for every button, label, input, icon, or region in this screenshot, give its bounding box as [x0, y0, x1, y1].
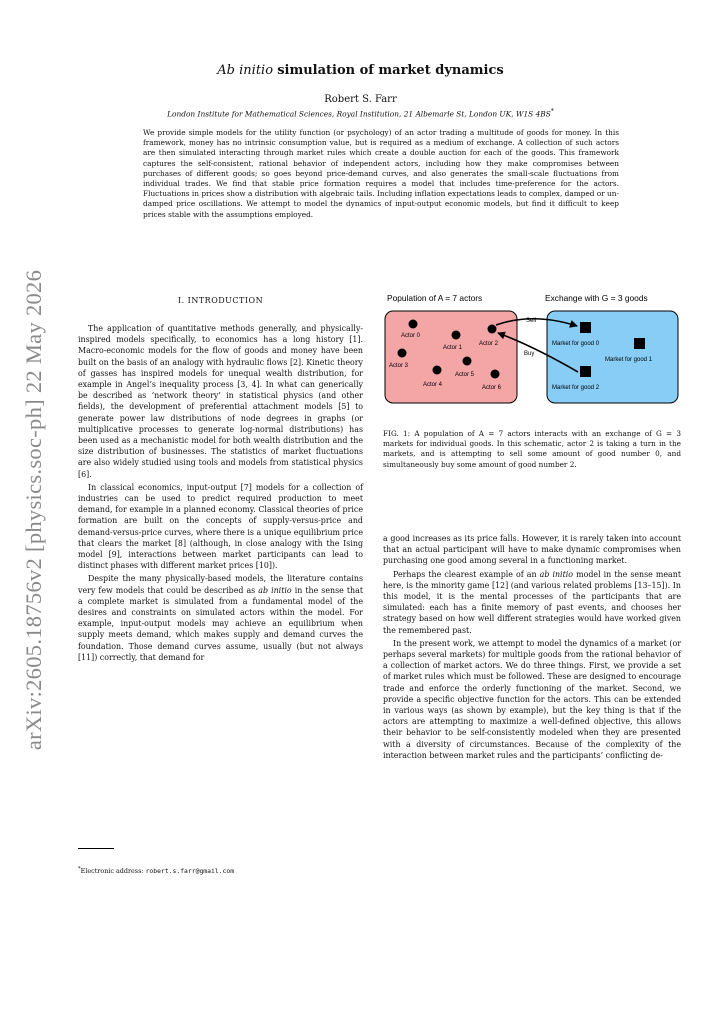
- market-square: [580, 366, 591, 377]
- actor-label: Actor 0: [401, 333, 421, 339]
- title-bold: simulation of market dynamics: [277, 63, 504, 78]
- paragraph: a good increases as its price falls. However, it is rarely taken into account that an actual participant will have to make dynamic compromises when purchasing one good among several in a functioning market.: [383, 534, 681, 566]
- figure-caption: FIG. 1: A population of A = 7 actors interacts with an exchange of G = 3 markets for individual goods. In this schematic, actor 2 is taking a turn in the markets, and is attempting to sell some amount of good number 0, and simultaneously buy some amount of good number 2.: [383, 429, 681, 469]
- market-square: [580, 322, 591, 333]
- actor-label: Actor 6: [482, 385, 502, 391]
- paragraph: In the present work, we attempt to model the dynamics of a market (or perhaps several markets) for multiple goods from the rational behavior of a collection of market actors. We do three things. First, we provide a set of market rules which must be followed. These are designed to encourage trade and enforce the orderly functioning of the market. Second, we provide a specific objective function for the actors. This can be extended in various ways (as shown by example), but the key thing is that if the actors are attempting to maximize a well-defined objective, this allows their behavior to be self-consistently modeled when they are presented with a diversity of circumstances. Because of the complexity of the interaction between market rules and the participants’ conflicting de-: [383, 638, 681, 760]
- affiliation: [0, 108, 721, 118]
- sell-label: Sell: [526, 318, 537, 324]
- italic-term: ab initio: [539, 569, 574, 579]
- market-label: Market for good 2: [552, 385, 600, 391]
- actor-label: Actor 2: [479, 341, 499, 347]
- text-span: Despite the many physically-based models, the literature contains very few models that could be described as: [78, 574, 363, 595]
- actor-dot: [452, 331, 461, 340]
- market-label: Market for good 0: [552, 341, 600, 347]
- actor-dot: [463, 357, 472, 366]
- footnote-mark: *: [78, 866, 81, 872]
- actor-label: Actor 3: [389, 363, 409, 369]
- right-column: [383, 533, 681, 761]
- section-heading: I. INTRODUCTION: [177, 296, 264, 305]
- abstract: We provide simple models for the utility function (or psychology) of an actor trading a multitude of goods for money. In this framework, money has no intrinsic consumption value, but is required as a medium of exchange. A collection of such actors are then simulated interacting through market rules which create a double auction for each of the goods. This framework captures the self-consistent, rational behavior of independent actors, including how they make compromises between purchases of different goods; so goes beyond price-demand curves, and also generates the small-scale fluctuations from individual trades. We find that stable price formation requires a model that includes time-preference for the actors. Fluctuations in prices show a distribution with algebraic tails. Including inflation expectations leads to complex, damped or un-damped price oscillations. We attempt to model the dynamics of input-output economic models, but find it difficult to keep prices stable with the assumptions employed.: [143, 128, 619, 219]
- arxiv-identifier: [14, 250, 54, 770]
- italic-term: ab initio: [258, 585, 292, 595]
- text-span: Perhaps the clearest example of an: [393, 569, 537, 579]
- actor-label: Actor 4: [423, 382, 443, 388]
- actor-dot: [491, 370, 500, 379]
- paragraph: The application of quantitative methods generally, and physically-inspired models specifically, to economics has a long history [1]. Macro-economic models for the flow of goods and money have been built on the basis of an analogy with hydraulic flows [2]. Kinetic theory of gasses has inspired models for unequal wealth distribution, for example in Angel’s inequality process [3, 4]. In what can generically be described as ‘network theory’ in statistical physics (and other fields), the development of preferential attachment models [5] to generate power law distributions of node degrees in graphs (or multiplicative processes to generate log-normal distributions) has been used as a mechanistic model for both wealth distribution and the size distribution of businesses. The statistics of market fluctuations are also widely studied using tools and models from statistical physics [6].: [78, 324, 363, 479]
- actor-label: Actor 5: [455, 372, 475, 378]
- arxiv-id-text: arXiv:2605.18756v2 [physics.soc-ph] 22 May 2026: [21, 269, 46, 751]
- figure-1: [383, 288, 681, 410]
- paragraph: [383, 569, 681, 636]
- footnote-label: Electronic address:: [80, 867, 144, 876]
- actor-dot: [433, 366, 442, 375]
- actor-dot: [409, 320, 418, 329]
- actor-label: Actor 1: [443, 345, 463, 351]
- exchange-label: Exchange with G = 3 goods: [545, 293, 648, 303]
- email-link[interactable]: robert.s.farr@gmail.com: [145, 867, 235, 876]
- market-square: [634, 338, 645, 349]
- paragraph: [78, 573, 363, 663]
- author: [0, 94, 721, 105]
- buy-label: Buy: [524, 351, 535, 357]
- actor-dot: [398, 349, 407, 358]
- text-span: in the sense that a complete market is simulated from a fundamental model of the desires and constraints on simulated actors within the model. For example, input-output models may achieve an equilibrium when supply meets demand, which makes supply and demand curves the foundation. Those demand curves assume, usually (but not always [11]) correctly, that demand for: [78, 585, 363, 662]
- paragraph: In classical economics, input-output [7] models for a collection of industries can be used to predict required production to meet demand, for example in a planned economy. Classical theories of price formation are built on the concepts of supply-versus-price and demand-versus-price curves, where there is a unique equilibrium price that clears the market [8] (although, in close analogy with the Ising model [9], interactions between market participants can lead to distinct phases with different market prices [10]).: [78, 482, 363, 571]
- left-column: [78, 323, 363, 663]
- actor-dot: [488, 325, 497, 334]
- footnote-rule: [78, 848, 114, 849]
- figure-schematic: [383, 288, 681, 410]
- title-italic: Ab initio: [217, 63, 274, 78]
- population-label: Population of A = 7 actors: [387, 293, 483, 303]
- footnote: [78, 866, 234, 875]
- affiliation-mark: *: [550, 108, 554, 115]
- text-span: model in the sense meant here, is the minority game [12] (and various related problems [13–15]). In this model, it is the mental processes of the participants that are simulated: each has a finite memory of past events, and chooses her strategy based on how well different strategies would have worked given the remembered past.: [383, 569, 682, 635]
- paper-title: [0, 63, 721, 78]
- author-name: Robert S. Farr: [324, 94, 397, 105]
- market-label: Market for good 1: [605, 357, 653, 363]
- affiliation-text: London Institute for Mathematical Sciences, Royal Institution, 21 Albemarle St, London UK, W1S 4BS: [167, 109, 551, 119]
